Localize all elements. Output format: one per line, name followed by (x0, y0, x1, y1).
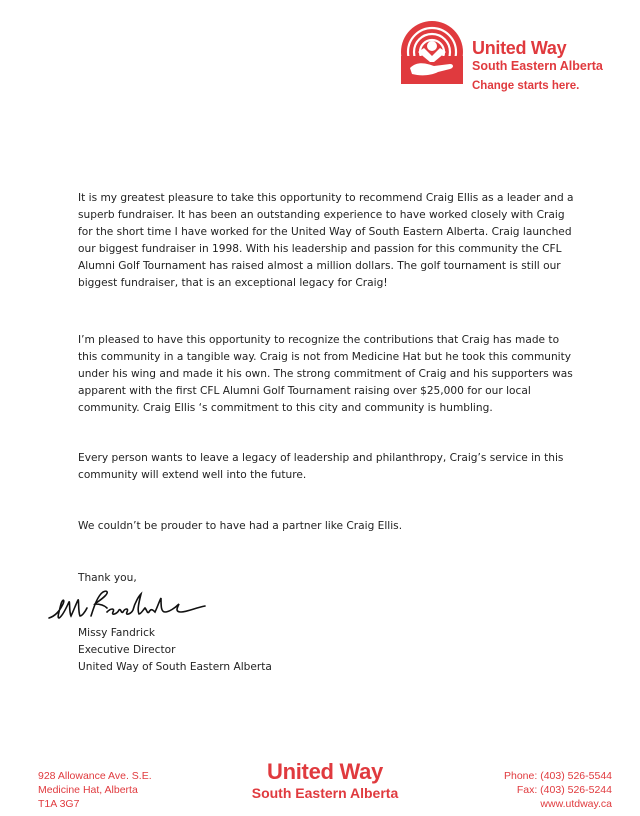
signer-title: Executive Director (78, 644, 176, 656)
footer-brand-name: United Way (267, 759, 383, 784)
brand-region: South Eastern Alberta (472, 59, 603, 73)
footer-contact (504, 769, 612, 811)
footer-fax: Fax: (403) 526-5244 (516, 784, 612, 796)
letter-paragraph: We couldn’t be prouder to have had a partner like Craig Ellis. (78, 520, 403, 532)
footer-phone: Phone: (403) 526-5544 (504, 770, 612, 782)
united-way-logo-icon (398, 18, 466, 86)
footer-brand-region: South Eastern Alberta (251, 785, 399, 801)
footer-brand (230, 760, 420, 802)
closing-salutation: Thank you, (78, 572, 137, 584)
brand-tagline: Change starts here. (472, 80, 580, 92)
letter-paragraph: Every person wants to leave a legacy of leadership and philanthropy, Craig’s service in this community will extend well into the future. (78, 452, 564, 481)
signer-block (78, 625, 272, 676)
letterhead-logo (398, 18, 628, 102)
letter-paragraph: It is my greatest pleasure to take this opportunity to recommend Craig Ellis as a leader and a superb fundraiser. It has been an outstanding experience to have worked closely with Craig for the short time I have worked for the United Way of South Eastern Alberta. Craig launched our biggest fundraiser in 1998. With his leadership and passion for this community the CFL Alumni Golf Tournament has raised almost a million dollars. The golf tournament is still our biggest fundraiser, that is an exceptional legacy for Craig! (78, 192, 574, 289)
footer-website-link[interactable]: www.utdway.ca (540, 798, 612, 810)
brand-name: United Way (472, 38, 567, 58)
letter-paragraph: I’m pleased to have this opportunity to recognize the contributions that Craig has made to this community in a tangible way. Craig is not from Medicine Hat but he took this community under his wing and made it his own. The strong commitment of Craig and his supporters was apparent with the first CFL Alumni Golf Tournament raising over $25,000 for our local community. Craig Ellis ‘s commitment to this city and community is humbling. (78, 334, 573, 414)
signer-name: Missy Fandrick (78, 627, 156, 639)
address-line: T1A 3G7 (38, 798, 80, 810)
footer-address (38, 769, 152, 811)
address-line: Medicine Hat, Alberta (38, 784, 138, 796)
signer-organization: United Way of South Eastern Alberta (78, 661, 272, 673)
address-line: 928 Allowance Ave. S.E. (38, 770, 152, 782)
